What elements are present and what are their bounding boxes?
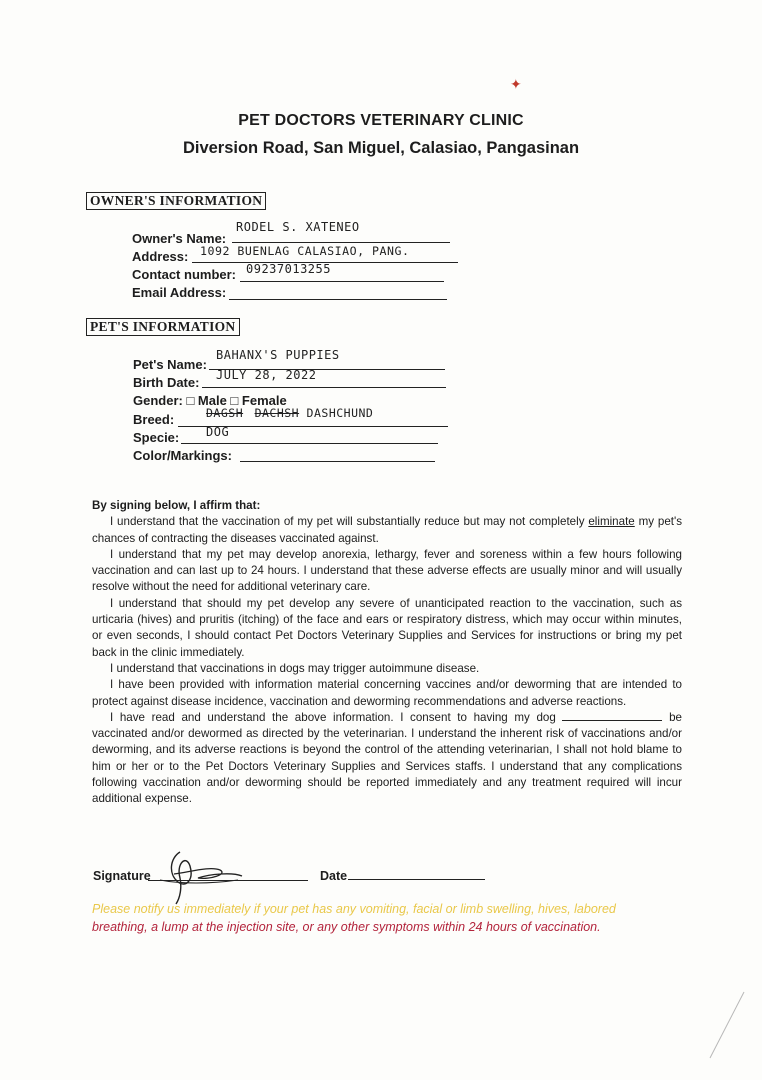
birth-date-label: Birth Date: — [133, 375, 200, 390]
aftercare-notice — [92, 900, 652, 936]
handwritten-signature — [150, 844, 245, 906]
affirmation-lead: By signing below, I affirm that: — [92, 499, 261, 512]
breed-value: DASHCHUND — [306, 406, 374, 420]
affirmation-block — [92, 498, 682, 808]
date-label: Date — [320, 869, 348, 883]
notice-line-1: Please notify us immediately if your pet has any vomiting, facial or limb swelling, hives, labored — [92, 902, 616, 916]
contact-number-value: 09237013255 — [246, 262, 331, 276]
birth-date-value: JULY 28, 2022 — [216, 368, 317, 382]
date-line[interactable] — [348, 879, 485, 880]
color-markings-label: Color/Markings: — [133, 448, 232, 463]
signature-label: Signature — [93, 869, 151, 883]
owner-address-label: Address: — [132, 249, 189, 264]
email-address-label: Email Address: — [132, 285, 227, 300]
owner-address-value: 1092 BUENLAG CALASIAO, PANG. — [200, 244, 410, 258]
specie-value: DOG — [206, 425, 230, 439]
breed-struck-2: DACHSH — [254, 406, 300, 420]
eliminate-underlined: eliminate — [588, 515, 635, 529]
breed-struck-1: DAGSH — [206, 406, 244, 420]
dog-name-blank[interactable] — [562, 710, 662, 721]
color-markings-line[interactable] — [240, 443, 435, 462]
pet-name-label: Pet's Name: — [133, 357, 207, 372]
email-address-line[interactable] — [229, 281, 447, 300]
affirmation-p4: I understand that vaccinations in dogs may trigger autoimmune disease. — [110, 661, 480, 675]
affirmation-p2: I understand that my pet may develop anorexia, lethargy, fever and soreness within a few hours following vaccination and can last up to 24 hours. I understand that these adverse effects are usually minor and will usually resolve without the need for additional veterinary care. — [92, 547, 682, 594]
pet-name-value: BAHANX'S PUPPIES — [216, 348, 340, 362]
owner-name-label: Owner's Name: — [132, 231, 227, 246]
owner-name-value: RODEL S. XATENEO — [236, 220, 360, 234]
affirmation-p1: I understand that the vaccination of my pet will substantially reduce but may not completely eliminate my pet's chances of contracting the diseases vaccinated against. — [92, 515, 682, 545]
affirmation-p5: I have been provided with information material concerning vaccines and/or deworming that are intended to protect against disease incidence, vaccination and deworming recommendations and adverse reactions. — [92, 678, 682, 708]
page-corner-mark — [708, 990, 748, 1060]
affirmation-p6: I have read and understand the above information. I consent to having my dog be vaccinated and/or dewormed as directed by the veterinarian. I understand the inherent risk of vaccinations and/or deworming, and its adverse reactions is beyond the control of the attending veterinarian, I shall not hold blame to him or her or to the Pet Doctors Veterinary Supplies and Services staffs. I understand that any complications following vaccination and/or deworming should be reported immediately and any treatment required will incur additional expense. — [92, 710, 682, 806]
breed-value-group — [206, 406, 373, 420]
clinic-address: Diversion Road, San Miguel, Calasiao, Pangasinan — [182, 139, 580, 157]
specie-label: Specie: — [133, 430, 180, 445]
affirmation-p3: I understand that should my pet develop any severe of unanticipated reaction to the vaccination, such as urticaria (hives) and pruritis (itching) of the face and ears or respiratory distress, which may occur within minutes, or even seconds, I should contact Pet Doctors Veterinary Supplies and Services for instructions or bring my pet back in the clinic immediately. — [92, 596, 682, 659]
notice-line-2: breathing, a lump at the injection site, or any other symptoms within 24 hours of vaccination. — [92, 920, 601, 934]
ink-speck: ✦ — [510, 76, 522, 92]
gender-label: Gender: □ Male □ Female — [133, 393, 287, 408]
pet-section-title: PET'S INFORMATION — [86, 318, 240, 336]
clinic-name: PET DOCTORS VETERINARY CLINIC — [238, 112, 524, 129]
owner-section-title: OWNER'S INFORMATION — [86, 192, 266, 210]
contact-number-label: Contact number: — [132, 267, 236, 282]
breed-label: Breed: — [133, 412, 175, 427]
